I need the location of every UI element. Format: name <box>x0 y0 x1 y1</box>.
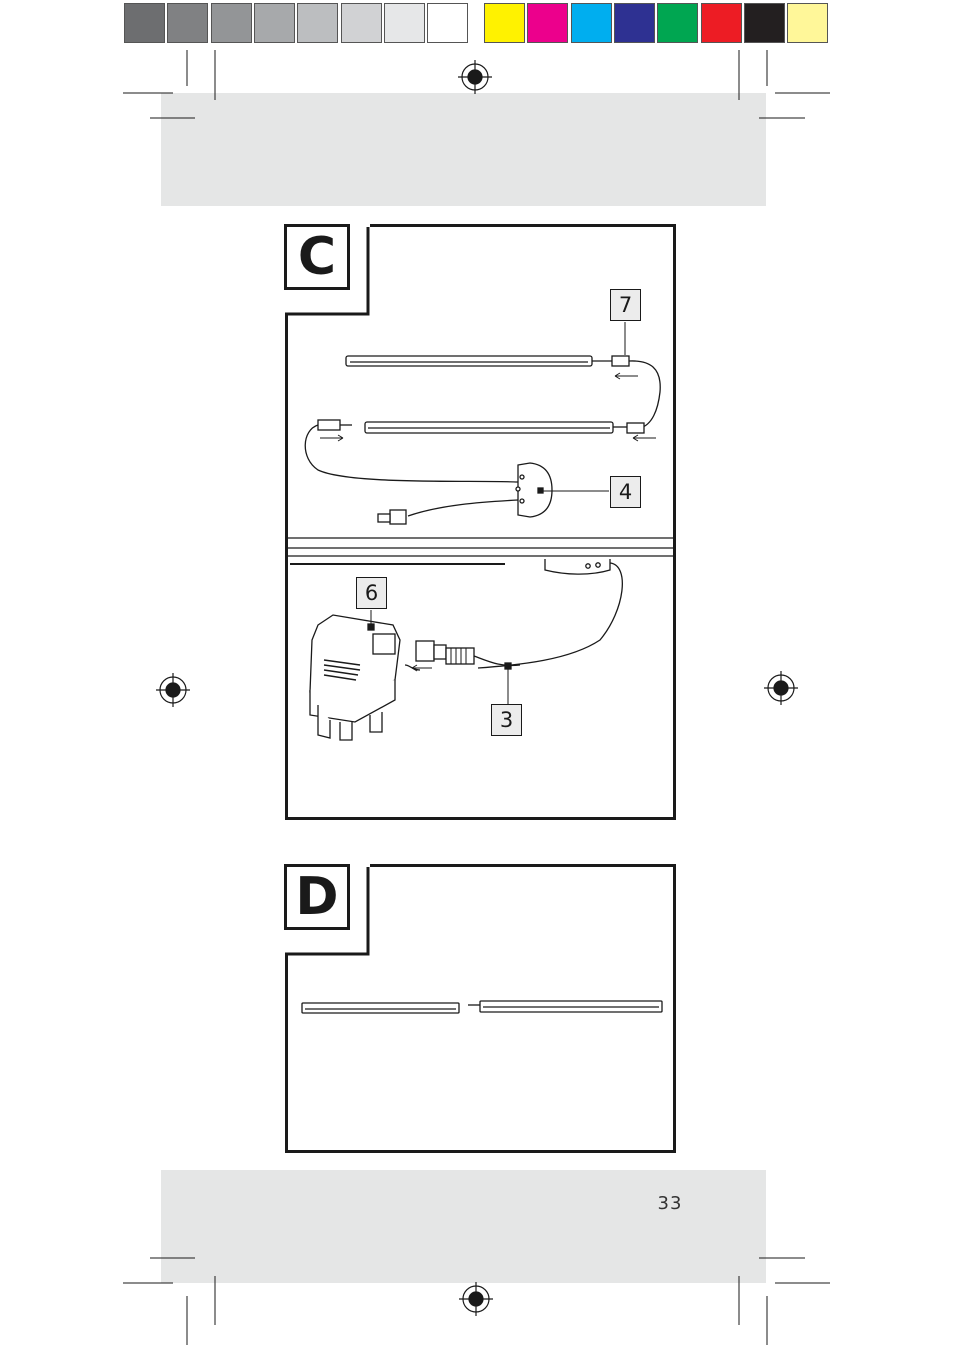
callout-7: 7 <box>610 289 641 321</box>
led-bar-middle <box>305 420 656 482</box>
figure-d-letter: D <box>284 864 350 930</box>
callout-3: 3 <box>491 704 522 736</box>
callout-4: 4 <box>610 476 641 508</box>
figure-c-letter: C <box>284 224 350 290</box>
callout-6: 6 <box>356 577 387 609</box>
crop-marks <box>123 50 830 1345</box>
led-bars-joined <box>302 1001 662 1013</box>
sensor-switch <box>378 463 609 524</box>
power-adapter <box>310 610 432 740</box>
registration-mark-icon <box>156 60 798 1316</box>
page-number: 33 <box>657 1193 683 1214</box>
led-bar-top <box>346 322 660 428</box>
plug-connector <box>416 641 520 705</box>
